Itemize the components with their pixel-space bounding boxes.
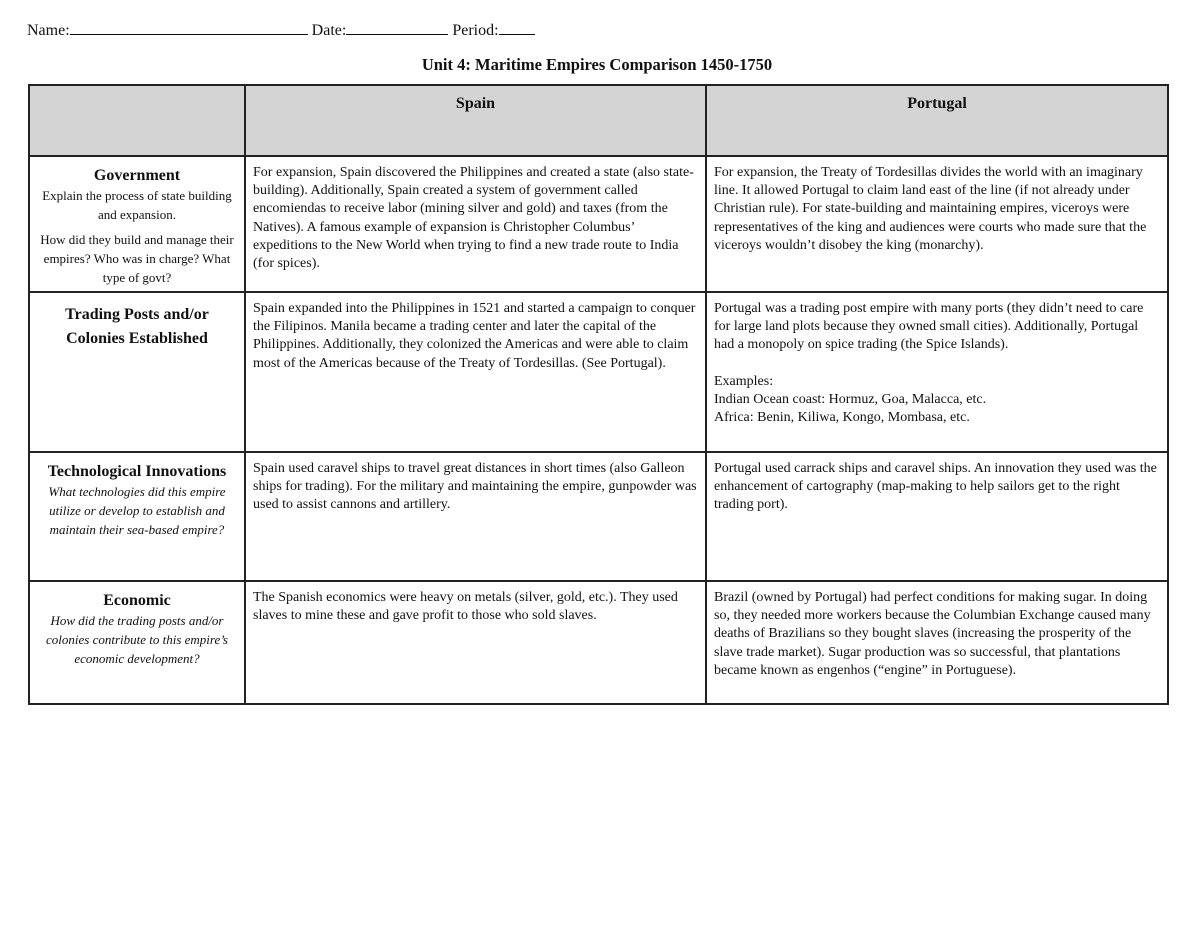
- technology-title: Technological Innovations: [47, 463, 227, 480]
- economic-spain-cell[interactable]: [245, 581, 706, 704]
- worksheet-title: Unit 4: Maritime Empires Comparison 1450-1750: [421, 55, 773, 74]
- government-title: Government: [93, 167, 181, 184]
- period-label: Period:: [452, 22, 499, 39]
- trading-spain-cell[interactable]: [245, 292, 706, 452]
- corner-header: [29, 85, 245, 156]
- trading-row: [29, 292, 1168, 452]
- economic-portugal-text: Brazil (owned by Portugal) had perfect conditions for making sugar. In doing so, they needed more workers because the Columbian Exchange caused many deaths of Brazilians so they bought slaves (increasing the prosperity of the slave trade market). Sugar production was so successful, that plantations became known as engenhos (“engine” in Portuguese).: [714, 590, 1151, 678]
- student-info-line: [27, 20, 535, 40]
- technology-portugal-text: Portugal used carrack ships and caravel ships. An innovation they used was the enhancement of cartography (map-making to help sailors get to the right trading port).: [714, 461, 1157, 513]
- technology-prompt: What technologies did this empire utilize or develop to establish and maintain their sea-based empire?: [48, 484, 226, 537]
- economic-row-header: [29, 581, 245, 704]
- technology-row: [29, 452, 1168, 581]
- header-row: [29, 85, 1168, 156]
- trading-portugal-examples-label: Examples:: [714, 373, 774, 389]
- spain-column-header: Spain: [245, 85, 706, 156]
- date-label: Date:: [311, 22, 347, 39]
- economic-prompt: How did the trading posts and/or colonies contribute to this empire’s economic development?: [46, 613, 228, 666]
- trading-portugal-cell[interactable]: [706, 292, 1168, 452]
- portugal-column-header: Portugal: [706, 85, 1168, 156]
- government-spain-cell[interactable]: [245, 156, 706, 292]
- technology-spain-cell[interactable]: [245, 452, 706, 581]
- trading-portugal-examples-indian-ocean: Indian Ocean coast: Hormuz, Goa, Malacca, etc.: [714, 391, 987, 407]
- economic-portugal-cell[interactable]: [706, 581, 1168, 704]
- government-spain-text: For expansion, Spain discovered the Philippines and created a state (also state-building). Additionally, Spain created a system of government called encomiendas to receive labor (mining silver and gold) and taxes (from the Natives). A famous example of expansion is Christopher Columbus’ expeditions to the New World when trying to find a new trade route to India (for spices).: [253, 165, 694, 272]
- technology-portugal-cell[interactable]: [706, 452, 1168, 581]
- comparison-table: [28, 84, 1169, 705]
- name-blank[interactable]: [70, 20, 308, 35]
- trading-title: Trading Posts and/or Colonies Established: [65, 306, 209, 347]
- government-prompt-2: How did they build and manage their empires? Who was in charge? What type of govt?: [40, 232, 234, 285]
- government-portugal-cell[interactable]: [706, 156, 1168, 292]
- technology-spain-text: Spain used caravel ships to travel great distances in short times (also Galleon ships for trading). For the military and maintaining the empire, gunpowder was used to assist cannons and artillery.: [253, 461, 697, 513]
- economic-title: Economic: [103, 592, 171, 609]
- technology-row-header: [29, 452, 245, 581]
- economic-spain-text: The Spanish economics were heavy on metals (silver, gold, etc.). They used slaves to mine these and gave profit to those who sold slaves.: [253, 590, 678, 624]
- government-prompt-1: Explain the process of state building and expansion.: [42, 188, 232, 222]
- trading-spain-text: Spain expanded into the Philippines in 1521 and started a campaign to conquer the Filipinos. Manila became a trading center and later the capital of the Philippines. Additionally, they colonized the Americas and were able to claim most of the Americas because of the Treaty of Tordesillas. (See Portugal).: [253, 301, 696, 371]
- government-row-header: [29, 156, 245, 292]
- trading-portugal-text: Portugal was a trading post empire with many ports (they didn’t need to care for large land plots because they owned small cities). Additionally, Portugal had a monopoly on spice trading (the Spice Islands).: [714, 301, 1144, 353]
- economic-row: [29, 581, 1168, 704]
- period-blank[interactable]: [499, 20, 535, 35]
- date-blank[interactable]: [346, 20, 448, 35]
- name-label: Name:: [27, 22, 70, 39]
- trading-row-header: [29, 292, 245, 452]
- government-portugal-text: For expansion, the Treaty of Tordesillas divides the world with an imaginary line. It allowed Portugal to claim land east of the line (if not already under Christian rule). For state-building and maintaining empires, viceroys were representatives of the king and audiences were courts who made sure that the viceroys wouldn’t disobey the king (monarchy).: [714, 165, 1147, 253]
- trading-portugal-examples-africa: Africa: Benin, Kiliwa, Kongo, Mombasa, etc.: [714, 410, 970, 426]
- government-row: [29, 156, 1168, 292]
